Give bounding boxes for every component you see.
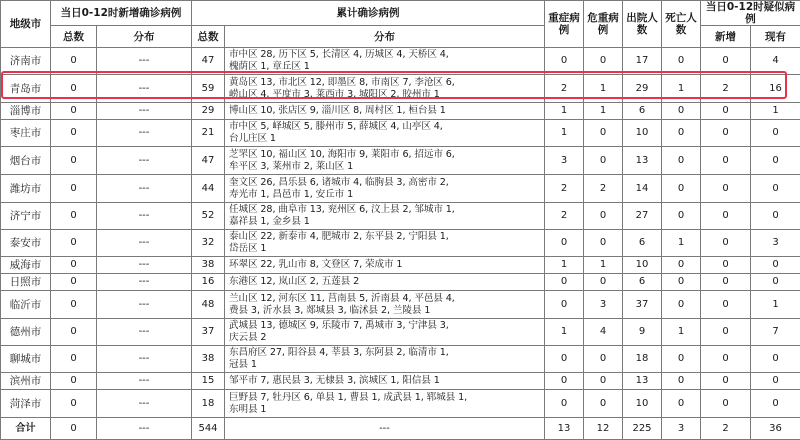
new-distribution-cell: --- [97, 203, 192, 230]
distribution-line: 牟平区 3, 莱州市 2, 莱山区 1 [229, 161, 542, 173]
suspected-current-cell: 1 [751, 291, 800, 319]
suspected-new-cell: 0 [701, 274, 751, 291]
city-cell: 枣庄市 [1, 120, 51, 147]
deaths-cell: 0 [662, 346, 701, 373]
critical-cell: 3 [584, 291, 623, 319]
distribution-line: 任城区 28, 曲阜市 13, 兖州区 6, 汶上县 2, 邹城市 1, [229, 204, 542, 216]
distribution-line: 岱岳区 1 [229, 243, 542, 255]
suspected-new-cell: 0 [701, 103, 751, 120]
severe-cell: 1 [545, 120, 584, 147]
new-distribution-cell: --- [97, 175, 192, 203]
deaths-cell: 0 [662, 120, 701, 147]
total-deaths-cell: 3 [662, 418, 701, 440]
discharged-cell: 17 [623, 48, 662, 75]
cum-distribution-cell [225, 257, 545, 274]
header-deaths: 死亡人数 [662, 1, 701, 48]
table-row [1, 48, 800, 75]
total-critical-cell: 12 [584, 418, 623, 440]
cum-distribution-cell [225, 75, 545, 103]
severe-cell: 0 [545, 390, 584, 418]
cum-distribution-cell [225, 373, 545, 390]
distribution-line: 东明县 1 [229, 404, 542, 416]
city-cell: 滨州市 [1, 373, 51, 390]
critical-cell: 0 [584, 274, 623, 291]
distribution-line: 槐荫区 1, 章丘区 1 [229, 61, 542, 73]
total-new-cell: 0 [51, 418, 97, 440]
table-row [1, 274, 800, 291]
cum-distribution-cell [225, 274, 545, 291]
header-severe: 重症病例 [545, 1, 584, 48]
table-row [1, 373, 800, 390]
city-cell: 潍坊市 [1, 175, 51, 203]
severe-cell: 2 [545, 75, 584, 103]
table-row [1, 203, 800, 230]
suspected-new-cell: 0 [701, 120, 751, 147]
deaths-cell: 0 [662, 103, 701, 120]
suspected-new-cell: 0 [701, 319, 751, 346]
city-cell: 烟台市 [1, 147, 51, 175]
table-row [1, 175, 800, 203]
distribution-line: 嘉祥县 1, 金乡县 1 [229, 216, 542, 228]
severe-cell: 0 [545, 291, 584, 319]
critical-cell: 4 [584, 319, 623, 346]
cum-distribution-cell [225, 175, 545, 203]
table-row [1, 103, 800, 120]
suspected-new-cell: 0 [701, 390, 751, 418]
new-total-cell: 0 [51, 147, 97, 175]
suspected-current-cell: 0 [751, 346, 800, 373]
city-cell: 聊城市 [1, 346, 51, 373]
cum-total-cell: 59 [192, 75, 225, 103]
deaths-cell: 0 [662, 175, 701, 203]
discharged-cell: 29 [623, 75, 662, 103]
cum-total-cell: 38 [192, 257, 225, 274]
suspected-new-cell: 0 [701, 291, 751, 319]
distribution-line: 武城县 13, 德城区 9, 乐陵市 7, 禹城市 3, 宁津县 3, [229, 320, 542, 332]
city-cell: 青岛市 [1, 75, 51, 103]
deaths-cell: 0 [662, 274, 701, 291]
table-row [1, 319, 800, 346]
new-total-cell: 0 [51, 230, 97, 257]
suspected-current-cell: 3 [751, 230, 800, 257]
severe-cell: 0 [545, 373, 584, 390]
deaths-cell: 0 [662, 48, 701, 75]
cum-total-cell: 29 [192, 103, 225, 120]
discharged-cell: 13 [623, 147, 662, 175]
suspected-new-cell: 2 [701, 75, 751, 103]
cum-distribution-cell [225, 390, 545, 418]
cum-total-cell: 38 [192, 346, 225, 373]
cum-total-cell: 15 [192, 373, 225, 390]
table-row [1, 257, 800, 274]
new-distribution-cell: --- [97, 346, 192, 373]
deaths-cell: 1 [662, 319, 701, 346]
suspected-current-cell: 0 [751, 120, 800, 147]
new-total-cell: 0 [51, 120, 97, 147]
cum-total-cell: 18 [192, 390, 225, 418]
severe-cell: 0 [545, 346, 584, 373]
severe-cell: 1 [545, 319, 584, 346]
total-discharged-cell: 225 [623, 418, 662, 440]
new-total-cell: 0 [51, 291, 97, 319]
new-distribution-cell: --- [97, 120, 192, 147]
distribution-line: 环翠区 22, 乳山市 8, 文登区 7, 荣成市 1 [229, 259, 542, 271]
suspected-current-cell: 0 [751, 203, 800, 230]
cum-total-cell: 21 [192, 120, 225, 147]
new-total-cell: 0 [51, 373, 97, 390]
suspected-current-cell: 1 [751, 103, 800, 120]
critical-cell: 0 [584, 48, 623, 75]
severe-cell: 2 [545, 203, 584, 230]
discharged-cell: 6 [623, 230, 662, 257]
discharged-cell: 14 [623, 175, 662, 203]
header-cum-distribution: 分布 [225, 26, 545, 48]
cum-total-cell: 16 [192, 274, 225, 291]
suspected-new-cell: 0 [701, 373, 751, 390]
total-severe-cell: 13 [545, 418, 584, 440]
header-new-distribution: 分布 [97, 26, 192, 48]
new-total-cell: 0 [51, 257, 97, 274]
header-suspected-current: 现有 [751, 26, 800, 48]
critical-cell: 0 [584, 390, 623, 418]
discharged-cell: 10 [623, 120, 662, 147]
discharged-cell: 37 [623, 291, 662, 319]
suspected-current-cell: 0 [751, 274, 800, 291]
suspected-current-cell: 16 [751, 75, 800, 103]
severe-cell: 0 [545, 230, 584, 257]
critical-cell: 0 [584, 147, 623, 175]
suspected-current-cell: 4 [751, 48, 800, 75]
new-total-cell: 0 [51, 175, 97, 203]
deaths-cell: 0 [662, 373, 701, 390]
suspected-new-cell: 0 [701, 230, 751, 257]
new-distribution-cell: --- [97, 103, 192, 120]
new-total-cell: 0 [51, 274, 97, 291]
new-distribution-cell: --- [97, 48, 192, 75]
distribution-line: 崂山区 4, 平度市 3, 莱西市 3, 城阳区 2, 胶州市 1 [229, 89, 542, 101]
cum-distribution-cell [225, 147, 545, 175]
distribution-line: 黄岛区 13, 市北区 12, 即墨区 8, 市南区 7, 李沧区 6, [229, 77, 542, 89]
cum-total-cell: 48 [192, 291, 225, 319]
header-critical: 危重病例 [584, 1, 623, 48]
new-distribution-cell: --- [97, 390, 192, 418]
table-row [1, 346, 800, 373]
critical-cell: 0 [584, 346, 623, 373]
new-distribution-cell: --- [97, 75, 192, 103]
discharged-cell: 18 [623, 346, 662, 373]
critical-cell: 1 [584, 257, 623, 274]
critical-cell: 1 [584, 103, 623, 120]
cum-distribution-cell [225, 346, 545, 373]
city-cell: 德州市 [1, 319, 51, 346]
total-new-distribution-cell: --- [97, 418, 192, 440]
distribution-line: 费县 3, 沂水县 3, 郯城县 3, 临沭县 2, 兰陵县 1 [229, 305, 542, 317]
total-cum-distribution-cell: --- [225, 418, 545, 440]
cum-total-cell: 47 [192, 48, 225, 75]
distribution-line: 市中区 28, 历下区 5, 长清区 4, 历城区 4, 天桥区 4, [229, 49, 542, 61]
new-distribution-cell: --- [97, 291, 192, 319]
suspected-current-cell: 0 [751, 147, 800, 175]
distribution-line: 博山区 10, 张店区 9, 淄川区 8, 周村区 1, 桓台县 1 [229, 105, 542, 117]
suspected-new-cell: 0 [701, 175, 751, 203]
discharged-cell: 10 [623, 257, 662, 274]
city-cell: 威海市 [1, 257, 51, 274]
header-city: 地级市 [1, 1, 51, 48]
table-row [1, 147, 800, 175]
discharged-cell: 13 [623, 373, 662, 390]
critical-cell: 0 [584, 373, 623, 390]
discharged-cell: 6 [623, 274, 662, 291]
severe-cell: 1 [545, 257, 584, 274]
cum-distribution-cell [225, 120, 545, 147]
suspected-current-cell: 0 [751, 390, 800, 418]
cum-distribution-cell [225, 103, 545, 120]
total-suspected-new-cell: 2 [701, 418, 751, 440]
new-total-cell: 0 [51, 390, 97, 418]
new-total-cell: 0 [51, 48, 97, 75]
cum-total-cell: 47 [192, 147, 225, 175]
cum-distribution-cell [225, 230, 545, 257]
critical-cell: 1 [584, 75, 623, 103]
severe-cell: 2 [545, 175, 584, 203]
suspected-new-cell: 0 [701, 203, 751, 230]
new-total-cell: 0 [51, 103, 97, 120]
severe-cell: 3 [545, 147, 584, 175]
city-cell: 日照市 [1, 274, 51, 291]
new-total-cell: 0 [51, 319, 97, 346]
table-row [1, 230, 800, 257]
deaths-cell: 0 [662, 203, 701, 230]
critical-cell: 2 [584, 175, 623, 203]
new-distribution-cell: --- [97, 257, 192, 274]
distribution-line: 巨野县 7, 牡丹区 6, 单县 1, 曹县 1, 成武县 1, 郓城县 1, [229, 392, 542, 404]
distribution-line: 兰山区 12, 河东区 11, 莒南县 5, 沂南县 4, 平邑县 4, [229, 293, 542, 305]
new-total-cell: 0 [51, 346, 97, 373]
suspected-new-cell: 0 [701, 147, 751, 175]
header-cumulative: 累计确诊病例 [192, 1, 545, 26]
critical-cell: 0 [584, 203, 623, 230]
suspected-current-cell: 0 [751, 373, 800, 390]
total-suspected-current-cell: 36 [751, 418, 800, 440]
new-distribution-cell: --- [97, 373, 192, 390]
severe-cell: 0 [545, 48, 584, 75]
suspected-current-cell: 7 [751, 319, 800, 346]
new-distribution-cell: --- [97, 274, 192, 291]
distribution-line: 台儿庄区 1 [229, 133, 542, 145]
city-cell: 泰安市 [1, 230, 51, 257]
new-distribution-cell: --- [97, 147, 192, 175]
new-total-cell: 0 [51, 203, 97, 230]
distribution-line: 寿光市 1, 昌邑市 1, 安丘市 1 [229, 189, 542, 201]
suspected-new-cell: 0 [701, 48, 751, 75]
header-suspected-new: 新增 [701, 26, 751, 48]
header-discharged: 出院人数 [623, 1, 662, 48]
deaths-cell: 0 [662, 257, 701, 274]
deaths-cell: 1 [662, 230, 701, 257]
critical-cell: 0 [584, 120, 623, 147]
discharged-cell: 6 [623, 103, 662, 120]
distribution-line: 庆云县 2 [229, 332, 542, 344]
total-row [1, 418, 800, 440]
cum-distribution-cell [225, 203, 545, 230]
city-cell: 济南市 [1, 48, 51, 75]
header-suspected: 当日0-12时疑似病例 [701, 1, 800, 26]
city-cell: 临沂市 [1, 291, 51, 319]
distribution-line: 芝罘区 10, 福山区 10, 海阳市 9, 莱阳市 6, 招远市 6, [229, 149, 542, 161]
deaths-cell: 0 [662, 390, 701, 418]
table-row [1, 75, 800, 103]
distribution-line: 东港区 12, 岚山区 2, 五莲县 2 [229, 276, 542, 288]
distribution-line: 冠县 1 [229, 359, 542, 371]
discharged-cell: 27 [623, 203, 662, 230]
distribution-line: 泰山区 22, 新泰市 4, 肥城市 2, 东平县 2, 宁阳县 1, [229, 231, 542, 243]
table-row [1, 120, 800, 147]
total-label-cell: 合计 [1, 418, 51, 440]
total-cum-cell: 544 [192, 418, 225, 440]
city-cell: 淄博市 [1, 103, 51, 120]
severe-cell: 1 [545, 103, 584, 120]
header-cum-total: 总数 [192, 26, 225, 48]
distribution-line: 东昌府区 27, 阳谷县 4, 莘县 3, 东阿县 2, 临清市 1, [229, 347, 542, 359]
distribution-line: 奎文区 26, 昌乐县 6, 诸城市 4, 临朐县 3, 高密市 2, [229, 177, 542, 189]
suspected-new-cell: 0 [701, 257, 751, 274]
city-cell: 济宁市 [1, 203, 51, 230]
cum-total-cell: 32 [192, 230, 225, 257]
new-total-cell: 0 [51, 75, 97, 103]
distribution-line: 邹平市 7, 惠民县 3, 无棣县 3, 滨城区 1, 阳信县 1 [229, 375, 542, 387]
cum-distribution-cell [225, 291, 545, 319]
suspected-new-cell: 0 [701, 346, 751, 373]
header-row-1 [1, 1, 800, 26]
discharged-cell: 10 [623, 390, 662, 418]
cum-distribution-cell [225, 48, 545, 75]
new-distribution-cell: --- [97, 230, 192, 257]
suspected-current-cell: 0 [751, 257, 800, 274]
severe-cell: 0 [545, 274, 584, 291]
header-new-total: 总数 [51, 26, 97, 48]
deaths-cell: 0 [662, 147, 701, 175]
deaths-cell: 0 [662, 291, 701, 319]
distribution-line: 市中区 5, 峄城区 5, 滕州市 5, 薛城区 4, 山亭区 4, [229, 121, 542, 133]
critical-cell: 0 [584, 230, 623, 257]
cum-total-cell: 44 [192, 175, 225, 203]
header-new-confirmed: 当日0-12时新增确诊病例 [51, 1, 192, 26]
table-body [1, 48, 800, 440]
new-distribution-cell: --- [97, 319, 192, 346]
cum-total-cell: 37 [192, 319, 225, 346]
deaths-cell: 1 [662, 75, 701, 103]
suspected-current-cell: 0 [751, 175, 800, 203]
city-cell: 菏泽市 [1, 390, 51, 418]
table-row [1, 291, 800, 319]
table-row [1, 390, 800, 418]
cum-distribution-cell [225, 319, 545, 346]
discharged-cell: 9 [623, 319, 662, 346]
cum-total-cell: 52 [192, 203, 225, 230]
